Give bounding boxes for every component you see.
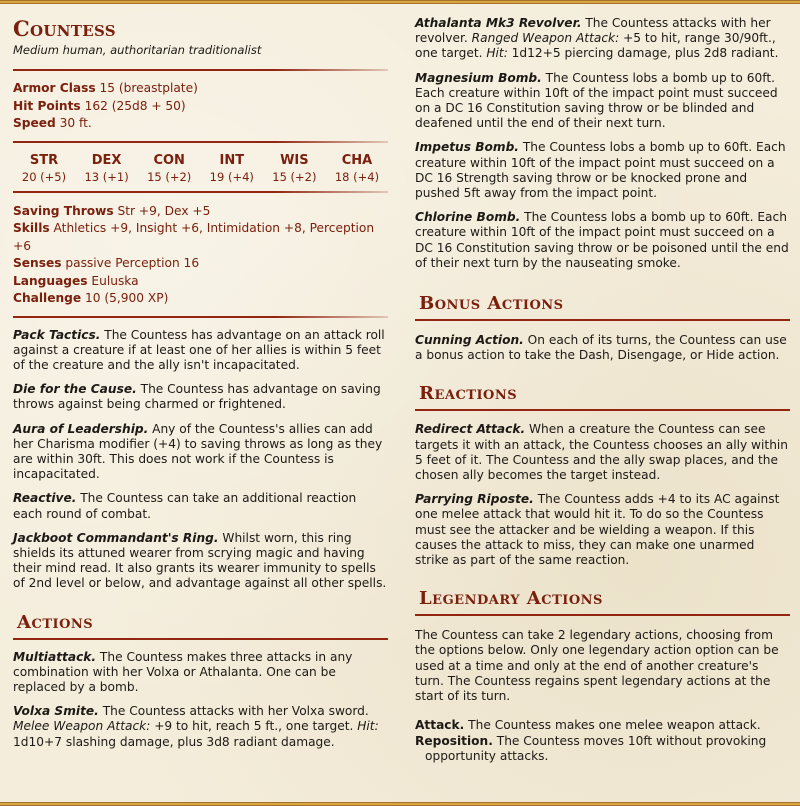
ability-wis: WIS 15 (+2) (272, 152, 317, 184)
saving-throws-line: Saving Throws Str +9, Dex +5 (13, 203, 211, 218)
divider (13, 191, 388, 193)
ability-scores (13, 153, 388, 185)
senses-line: Senses passive Perception 16 (13, 256, 200, 270)
bonus-cunning-action: Cunning Action. On each of its turns, the Countess can use a bonus action to take the Dash, Disengage, or Hide action. (415, 333, 787, 363)
challenge-line: Challenge 10 (5,900 XP) (13, 291, 169, 305)
skills-line: Skills Athletics +9, Insight +6, Intimidation +8, Perception +6 (13, 221, 375, 253)
hit-points-line: Hit Points 162 (25d8 + 50) (13, 98, 186, 113)
actions-continued (415, 16, 790, 271)
legendary-actions-heading: Legendary Actions (419, 588, 603, 610)
ability-str: STR 20 (+5) (21, 152, 67, 184)
action-athalanta-revolver: Athalanta Mk3 Revolver. The Countess attacks with her revolver. Ranged Weapon Attack: +5 to hit, range 30/90ft., one target. Hit: 1d12+5 piercing damage, plus 2d8 radiant. (415, 16, 779, 61)
ability-con: CON 15 (+2) (147, 152, 192, 184)
ability-cha: CHA 18 (+4) (334, 152, 380, 184)
monster-subtitle: Medium human, authoritarian traditionalist (13, 43, 262, 57)
action-chlorine-bomb: Chlorine Bomb. The Countess lobs a bomb up to 60ft. Each creature within 10ft of the impact point must succeed on a DC 16 Constitution saving throw or be poisoned until the end of their next turn by the nauseating smoke. (415, 210, 789, 270)
languages-line: Languages Euluska (13, 273, 139, 288)
trait-reactive: Reactive. The Countess can take an additional reaction each round of combat. (13, 491, 357, 521)
legendary-actions-list (415, 628, 790, 764)
top-border (0, 0, 800, 4)
action-multiattack: Multiattack. The Countess makes three attacks in any combination with her Volxa or Athalanta. One can be replaced by a bomb. (13, 649, 353, 694)
armor-class-line: Armor Class 15 (breastplate) (13, 81, 198, 95)
ability-dex: DEX 13 (+1) (84, 152, 129, 184)
divider (13, 141, 388, 143)
left-column (13, 8, 388, 750)
reactions-list (415, 422, 790, 568)
traits (13, 328, 388, 592)
legendary-intro: The Countess can take 2 legendary actions, choosing from the options below. Only one legendary action option can be used at a time and only at the end of another creature's turn. The Countess regains spent legendary actions at the start of its turn. (415, 628, 779, 704)
action-impetus-bomb: Impetus Bomb. The Countess lobs a bomb up to 60ft. Each creature within 10ft of the impact point must succeed on a DC 16 Strength saving throw or be knocked prone and pushed 5ft away from the impact point. (415, 140, 786, 201)
bonus-actions-heading: Bonus Actions (419, 293, 564, 315)
legendary-attack: Attack. The Countess makes one melee weapon attack. (415, 718, 761, 733)
divider (13, 69, 388, 71)
defense-properties (13, 80, 388, 133)
speed-line: Speed 30 ft. (13, 116, 92, 130)
trait-aura-of-leadership: Aura of Leadership. Any of the Countess's allies can add her Charisma modifier (+4) to saving throws as long as they are within 30ft. This does not work if the Countess is incapacitated. (13, 421, 383, 482)
other-properties (13, 203, 388, 308)
actions-divider (13, 638, 388, 640)
right-column (415, 8, 790, 764)
trait-die-for-the-cause: Die for the Cause. The Countess has advantage on saving throws against being charmed or frightened. (13, 382, 381, 412)
reactions-divider (415, 409, 790, 411)
bottom-border (0, 802, 800, 806)
reaction-redirect-attack: Redirect Attack. When a creature the Countess can see targets it with an attack, the Countess chooses an ally within 5 feet of it. The Countess and the ally swap places, and the chosen ally becomes the target instead. (415, 422, 789, 483)
bonus-actions-list (415, 333, 790, 363)
actions-heading: Actions (17, 611, 94, 633)
legendary-reposition: Reposition. The Countess moves 10ft without provoking opportunity attacks. (415, 733, 767, 763)
ability-int: INT 19 (+4) (209, 152, 254, 184)
bonus-actions-divider (415, 319, 790, 321)
action-volxa-smite: Volxa Smite. The Countess attacks with her Volxa sword. Melee Weapon Attack: +9 to hit, reach 5 ft., one target. Hit: 1d10+7 slashing damage, plus 3d8 radiant damage. (13, 704, 379, 749)
trait-pack-tactics: Pack Tactics. The Countess has advantage on an attack roll against a creature if at least one of her allies is within 5 feet of the creature and the ally isn't incapacitated. (13, 327, 385, 372)
trait-jackboot-ring: Jackboot Commandant's Ring. Whilst worn, this ring shields its attuned wearer from scrying magic and having their mind read. It also grants its wearer immunity to spells of 2nd level or below, and advantage against all other spells. (13, 530, 387, 591)
legendary-actions-divider (415, 614, 790, 616)
actions-list (13, 650, 388, 750)
reactions-heading: Reactions (419, 383, 518, 405)
action-magnesium-bomb: Magnesium Bomb. The Countess lobs a bomb up to 60ft. Each creature within 10ft of the impact point must succeed on a DC 16 Constitution saving throw or be blinded and deafened until the end of their next turn. (415, 70, 778, 131)
divider (13, 316, 388, 318)
monster-name: Countess (13, 16, 116, 41)
reaction-parrying-riposte: Parrying Riposte. The Countess adds +4 to its AC against one melee attack that would hit it. To do so the Countess must see the attacker and be wielding a weapon. If this causes the attack to miss, they can make one unarmed strike as part of the same reaction. (415, 492, 780, 568)
